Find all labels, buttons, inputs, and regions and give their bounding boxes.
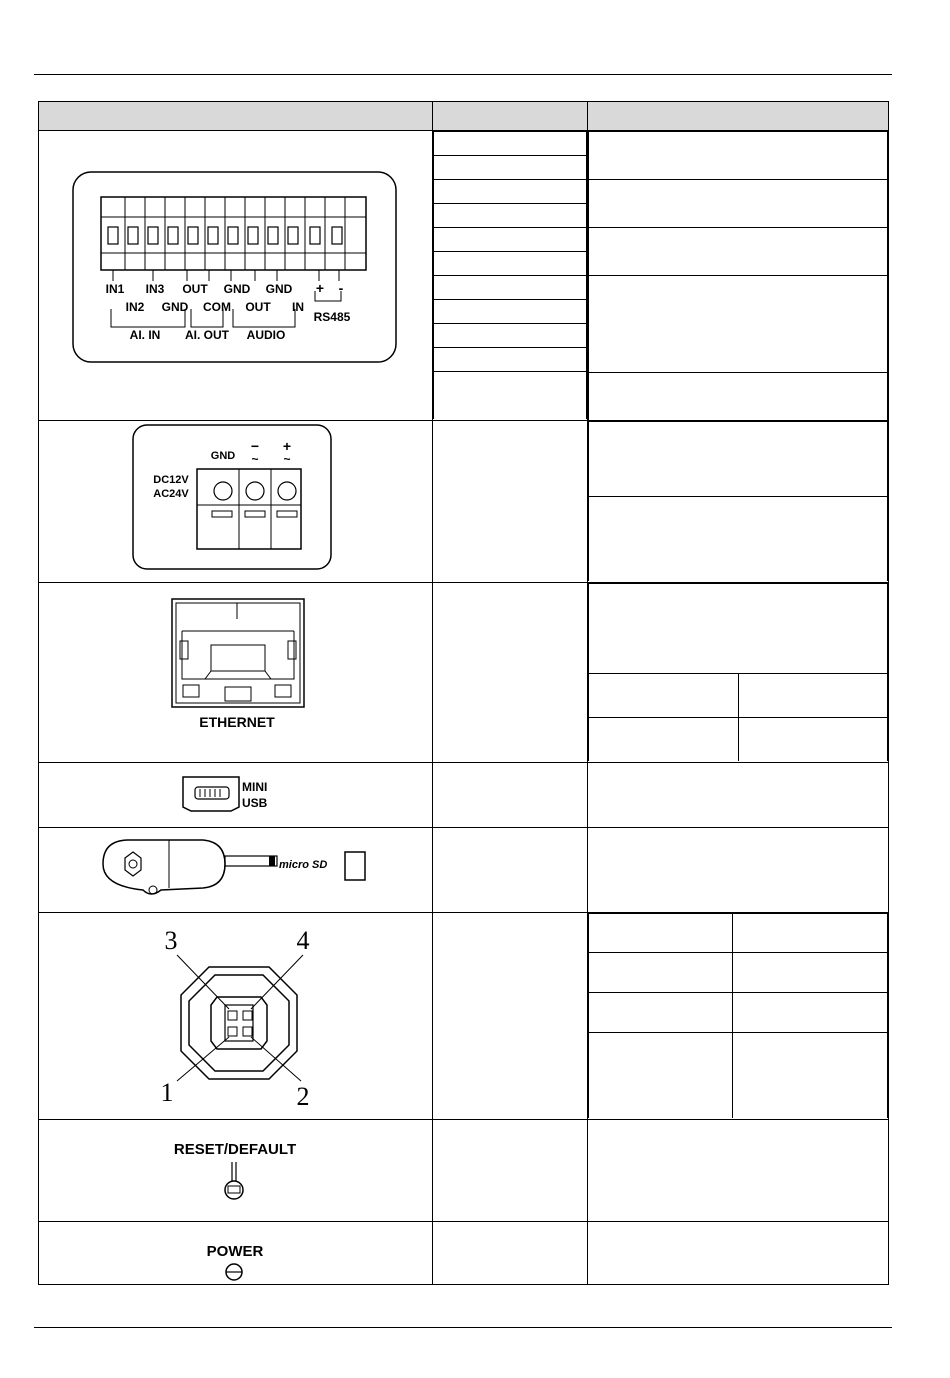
table-row [39,912,889,1119]
list-item [434,204,587,228]
mini-usb-cell [39,762,433,827]
table-row [39,1221,889,1284]
terminal-label-in1: IN1 [105,282,125,297]
ethernet-port-cell [433,582,588,762]
terminal-label-gnd-top-1: GND [223,282,251,297]
micro-sd-cell [39,827,433,912]
list-item [434,324,587,348]
reset-label: RESET/DEFAULT [173,1140,297,1158]
list-item [589,673,739,717]
header-cell-description [588,102,889,131]
list-item [589,421,888,496]
reset-port-cell [433,1119,588,1221]
table-row [39,762,889,827]
header-rule [34,74,892,75]
list-item [733,952,888,992]
list-item [434,300,587,324]
power-led-cell [39,1221,433,1284]
list-item [434,276,587,300]
terminal-label-plus: + [315,280,325,297]
list-item [589,276,888,373]
pin-connector-cell [39,912,433,1119]
list-item [434,252,587,276]
list-item [589,992,733,1032]
terminal-label-in2: IN2 [125,300,145,315]
table-row [39,827,889,912]
table-header-row [39,102,889,131]
terminal-block-cell [39,131,433,421]
micro-sd-illustration [39,828,433,912]
list-item [589,913,733,952]
terminal-port-cell [433,131,588,421]
pin-desc-subtable [588,913,888,1119]
terminal-label-com: COM [203,300,231,315]
power-label-ac24v: AC24V [153,487,189,500]
table-row [39,420,889,582]
reset-cell [39,1119,433,1221]
list-item [434,228,587,252]
power-led-desc-cell [588,1221,889,1284]
pin-desc-cell [588,912,889,1119]
terminal-label-gnd-bottom: GND [161,300,189,315]
group-label-ai-out: AI. OUT [185,328,229,343]
pin-label-2: 2 [296,1081,310,1111]
reset-desc-cell [588,1119,889,1221]
terminal-port-subtable [433,131,587,419]
list-item [589,180,888,228]
list-item [589,496,888,581]
power-label-dc12v: DC12V [153,473,189,486]
list-item [733,992,888,1032]
list-item [733,1032,888,1118]
mini-usb-desc-cell [588,762,889,827]
power-label-minus: − [250,437,260,454]
power-input-cell [39,420,433,582]
footer-rule [34,1327,892,1328]
micro-sd-logo: micro SD [279,858,328,871]
power-label-ac-plus: ~ [283,451,291,466]
micro-sd-desc-cell [588,827,889,912]
list-item [589,583,888,673]
header-cell-interface [39,102,433,131]
power-led-label: POWER [206,1242,264,1260]
list-item [589,1032,733,1118]
terminal-label-in3: IN3 [145,282,165,297]
list-item [738,717,888,761]
power-desc-cell [588,420,889,582]
power-led-illustration [39,1222,433,1284]
list-item [434,180,587,204]
terminal-label-gnd-top-2: GND [265,282,293,297]
ethernet-label: ETHERNET [199,713,275,730]
terminal-block-illustration [39,131,433,419]
list-item [434,132,587,156]
interface-table [38,101,889,1285]
power-label-ac-minus: ~ [251,451,259,466]
power-input-illustration [39,421,433,582]
power-port-cell [433,420,588,582]
micro-sd-port-cell [433,827,588,912]
list-item [589,717,739,761]
mini-usb-label-line2: USB [242,795,268,810]
mini-usb-label-line1: MINI [242,779,268,794]
list-item [589,373,888,420]
pin-label-3: 3 [164,925,178,955]
ethernet-cell [39,582,433,762]
list-item [733,913,888,952]
power-led-port-cell [433,1221,588,1284]
reset-illustration [39,1120,433,1221]
power-label-plus: + [282,437,292,454]
table-row [39,582,889,762]
group-label-ai-in: AI. IN [129,328,161,343]
power-label-gnd: GND [210,449,236,462]
ethernet-illustration [39,583,433,762]
terminal-label-out-top: OUT [182,282,208,297]
pin-connector-illustration [39,913,433,1119]
list-item [589,952,733,992]
group-label-rs485: RS485 [313,310,351,325]
terminal-desc-subtable [588,131,888,420]
list-item [589,132,888,180]
mini-usb-port-cell [433,762,588,827]
list-item [434,156,587,180]
terminal-label-in-bottom: IN [292,300,304,315]
ethernet-desc-subtable [588,583,888,762]
table-row [39,1119,889,1221]
group-label-audio: AUDIO [246,328,286,343]
list-item [434,348,587,372]
header-cell-port [433,102,588,131]
power-desc-subtable [588,421,888,582]
pin-port-cell [433,912,588,1119]
list-item [738,673,888,717]
terminal-label-minus: - [338,280,344,297]
pin-label-4: 4 [296,925,310,955]
list-item [589,228,888,276]
table-row [39,131,889,421]
list-item [434,372,587,419]
mini-usb-illustration [39,763,433,827]
ethernet-desc-cell [588,582,889,762]
terminal-label-out-bottom: OUT [245,300,271,315]
terminal-desc-cell [588,131,889,421]
pin-label-1: 1 [160,1077,174,1107]
